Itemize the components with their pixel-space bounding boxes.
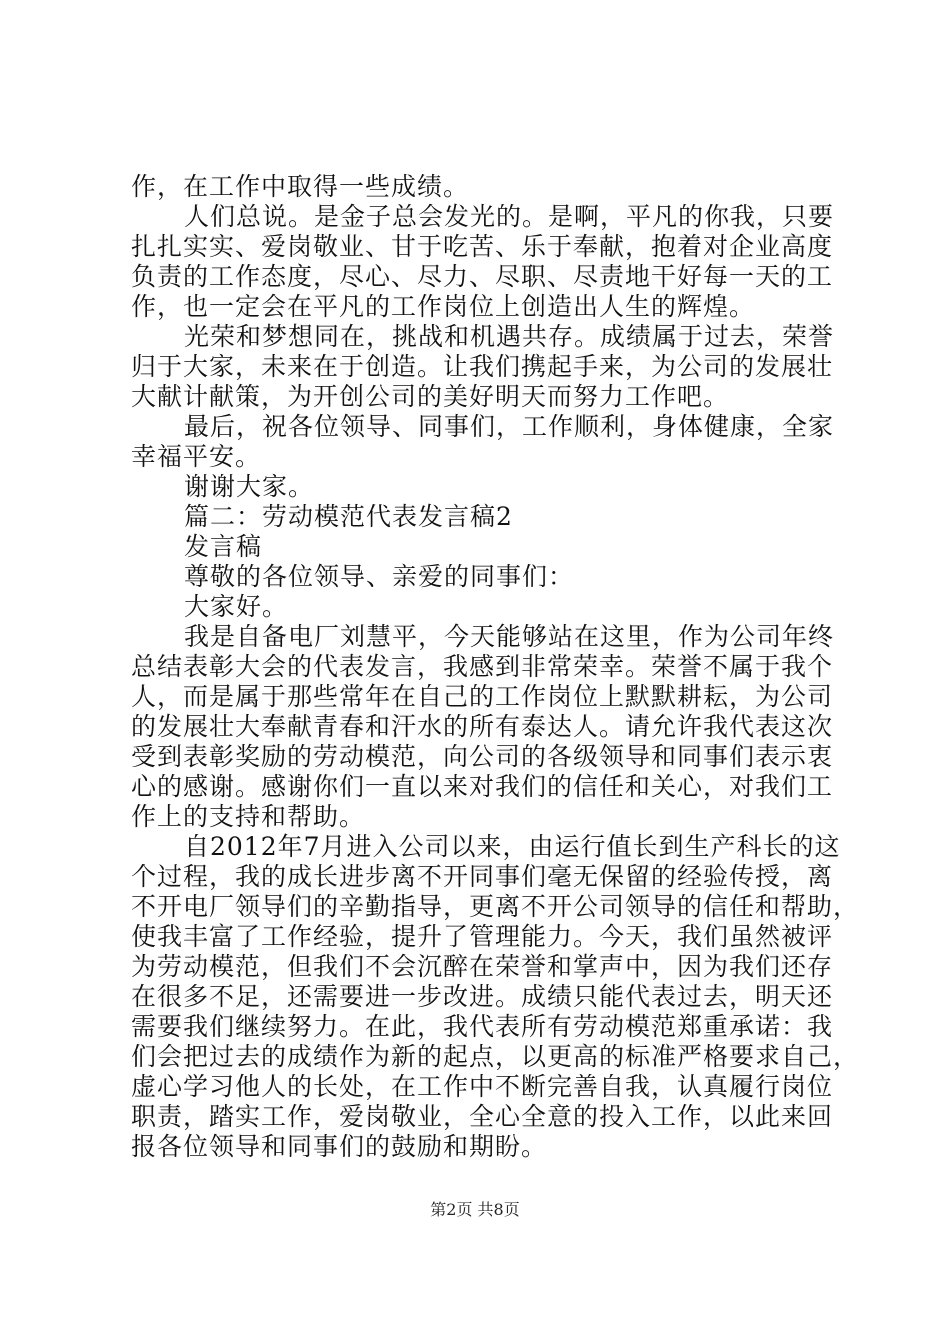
text-line: 幸福平安。 <box>131 442 262 471</box>
paragraph-first-line: 人们总说。是金子总会发光的。是啊，平凡的你我，只要 <box>184 202 835 231</box>
text-line: 需要我们继续努力。在此，我代表所有劳动模范郑重承诺：我 <box>131 1012 834 1041</box>
text-line: 为劳动模范，但我们不会沉醉在荣誉和掌声中，因为我们还存 <box>131 952 834 981</box>
text-line: 们会把过去的成绩作为新的起点，以更高的标准严格要求自己， <box>131 1042 860 1071</box>
page-footer: 第2页 共8页 <box>430 1200 520 1219</box>
text-line: 大献计献策，为开创公司的美好明天而努力工作吧。 <box>131 382 730 411</box>
text-line: 个过程，我的成长进步离不开同事们毫无保留的经验传授，离 <box>131 862 834 891</box>
text-line: 在很多不足，还需要进一步改进。成绩只能代表过去，明天还 <box>131 982 834 1011</box>
salutation: 尊敬的各位领导、亲爱的同事们： <box>184 562 575 591</box>
text-line: 人，而是属于那些常年在自己的工作岗位上默默耕耘，为公司 <box>131 682 834 711</box>
paragraph-first-line: 最后，祝各位领导、同事们，工作顺利，身体健康，全家 <box>184 412 835 441</box>
paragraph-first-line: 光荣和梦想同在，挑战和机遇共存。成绩属于过去，荣誉 <box>184 322 835 351</box>
text-line: 作，在工作中取得一些成绩。 <box>131 172 470 201</box>
text-line: 归于大家，未来在于创造。让我们携起手来，为公司的发展壮 <box>131 352 834 381</box>
text-line: 不开电厂领导们的辛勤指导，更离不开公司领导的信任和帮助， <box>131 892 860 921</box>
speech-title: 发言稿 <box>184 532 263 561</box>
greeting: 大家好。 <box>184 592 289 621</box>
text-line: 作，也一定会在平凡的工作岗位上创造出人生的辉煌。 <box>131 292 756 321</box>
text-line: 虚心学习他人的长处，在工作中不断完善自我，认真履行岗位 <box>131 1072 834 1101</box>
paragraph-first-line: 我是自备电厂刘慧平，今天能够站在这里，作为公司年终 <box>184 622 835 651</box>
text-line: 心的感谢。感谢你们一直以来对我们的信任和关心，对我们工 <box>131 772 834 801</box>
section-heading: 篇二：劳动模范代表发言稿2 <box>184 502 513 531</box>
text-line: 受到表彰奖励的劳动模范，向公司的各级领导和同事们表示衷 <box>131 742 834 771</box>
text-line: 作上的支持和帮助。 <box>131 802 366 831</box>
text-line: 扎扎实实、爱岗敬业、甘于吃苦、乐于奉献，抱着对企业高度 <box>131 232 834 261</box>
text-line: 的发展壮大奉献青春和汗水的所有泰达人。请允许我代表这次 <box>131 712 834 741</box>
text-line: 总结表彰大会的代表发言，我感到非常荣幸。荣誉不属于我个 <box>131 652 834 681</box>
text-line: 负责的工作态度，尽心、尽力、尽职、尽责地干好每一天的工 <box>131 262 834 291</box>
paragraph-first-line: 自2012年7月进入公司以来，由运行值长到生产科长的这 <box>184 832 841 861</box>
text-line: 报各位领导和同事们的鼓励和期盼。 <box>131 1132 548 1161</box>
text-line: 职责，踏实工作，爱岗敬业，全心全意的投入工作，以此来回 <box>131 1102 834 1131</box>
text-line: 使我丰富了工作经验，提升了管理能力。今天，我们虽然被评 <box>131 922 834 951</box>
closing-thanks: 谢谢大家。 <box>184 472 315 501</box>
